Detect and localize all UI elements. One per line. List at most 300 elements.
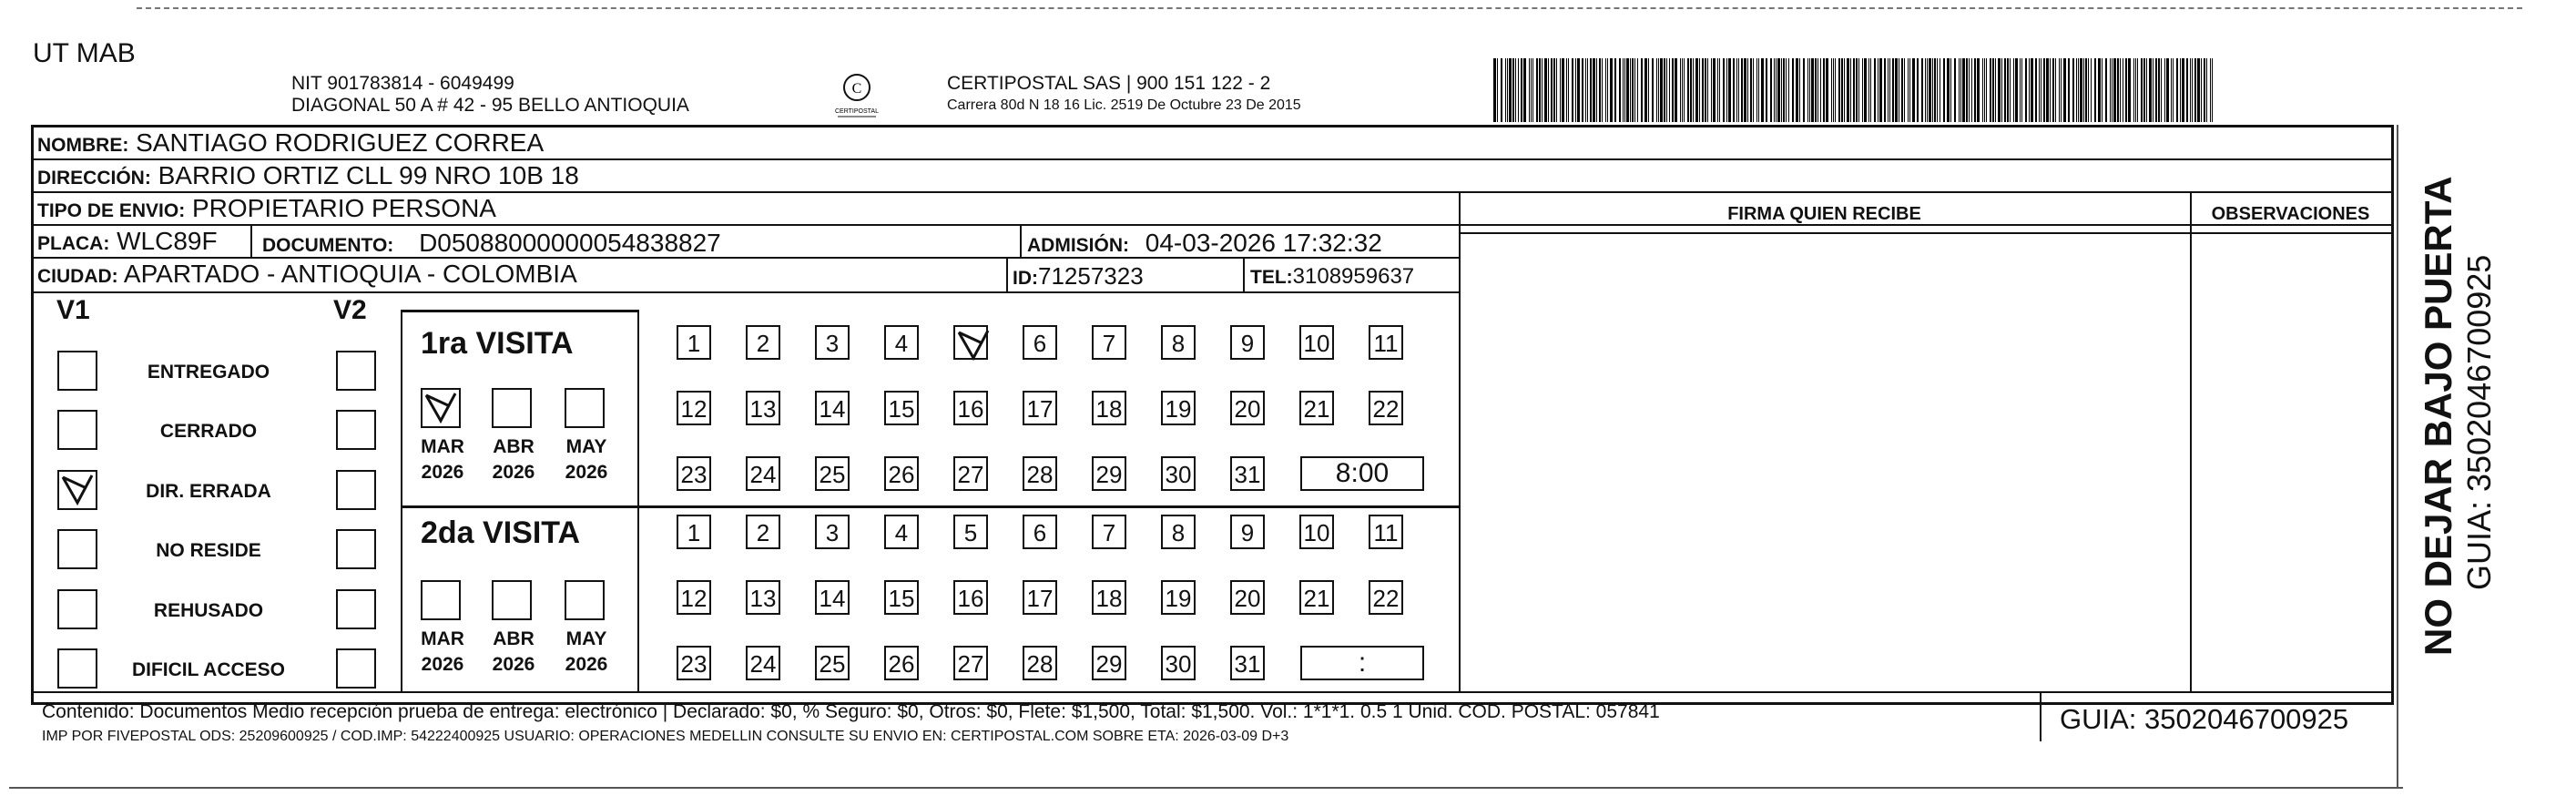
barcode-bar	[2001, 58, 2002, 122]
first-visit-day-8[interactable]: 8	[1161, 325, 1196, 360]
first-visit-day-26[interactable]: 26	[884, 456, 919, 491]
barcode-bar	[2120, 58, 2121, 122]
second-visit-day-15[interactable]: 15	[884, 580, 919, 615]
divider	[401, 310, 402, 691]
barcode-bar	[1929, 58, 1931, 122]
barcode-bar	[1596, 58, 1597, 122]
barcode-bar	[2158, 58, 2160, 122]
nit-line: NIT 901783814 - 6049499	[291, 73, 514, 94]
barcode-bar	[1585, 58, 1586, 122]
second-visit-day-10[interactable]: 10	[1299, 515, 1334, 549]
no-dejar-bajo-puerta: NO DEJAR BAJO PUERTA	[2417, 176, 2459, 656]
barcode-bar	[1523, 58, 1526, 122]
barcode-bar	[1820, 58, 1821, 122]
barcode-bar	[1614, 58, 1616, 122]
first-visit-day-3[interactable]: 3	[815, 325, 850, 360]
carrier-company: CERTIPOSTAL SAS | 900 151 122 - 2	[947, 73, 1271, 94]
barcode-bar	[1917, 58, 1919, 122]
barcode-bar	[1619, 58, 1621, 122]
barcode-bar	[1831, 58, 1832, 122]
barcode-bar	[1521, 58, 1522, 122]
svg-text:CERTIPOSTAL: CERTIPOSTAL	[835, 108, 879, 115]
barcode-bar	[1719, 58, 1720, 122]
second-visit-month-label: MAR	[421, 628, 464, 649]
barcode-bar	[2021, 58, 2022, 122]
first-visit-day-23[interactable]: 23	[677, 456, 711, 491]
barcode-bar	[1728, 58, 1731, 122]
second-visit-day-16[interactable]: 16	[953, 580, 988, 615]
guia-side: GUIA: 3502046700925	[2460, 254, 2498, 590]
barcode-bar	[1892, 58, 1894, 122]
first-visit-day-1[interactable]: 1	[677, 325, 711, 360]
barcode-bar	[2029, 58, 2030, 122]
svg-text:C: C	[851, 81, 862, 97]
barcode-bar	[2035, 58, 2037, 122]
barcode-bar	[1509, 58, 1512, 122]
sender-info	[291, 73, 689, 117]
barcode-bar	[2050, 58, 2051, 122]
first-visit-day-10[interactable]: 10	[1299, 325, 1334, 360]
barcode-bar	[1835, 58, 1836, 122]
divider	[250, 226, 252, 259]
barcode-bar	[2083, 58, 2084, 122]
barcode-bar	[1529, 58, 1530, 122]
second-visit-day-29[interactable]: 29	[1092, 646, 1126, 680]
barcode	[1493, 58, 2222, 122]
second-visit-month-checkbox-abr[interactable]	[492, 580, 532, 620]
barcode-bar	[1507, 58, 1508, 122]
status-checkbox-v2[interactable]	[336, 470, 376, 510]
barcode-bar	[1652, 58, 1654, 122]
second-visit-day-5[interactable]: 5	[953, 515, 988, 549]
barcode-bar	[2059, 58, 2060, 122]
barcode-bar	[1568, 58, 1569, 122]
second-visit-day-26[interactable]: 26	[884, 646, 919, 680]
first-visit-day-21[interactable]: 21	[1299, 391, 1334, 425]
barcode-bar	[1626, 58, 1629, 122]
admision-field	[1027, 228, 1382, 261]
first-visit-day-20[interactable]: 20	[1230, 391, 1265, 425]
row-direccion	[34, 160, 2391, 193]
barcode-bar	[1823, 58, 1825, 122]
barcode-bar	[1551, 58, 1553, 122]
second-visit-day-22[interactable]: 22	[1369, 580, 1403, 615]
second-visit-day-30[interactable]: 30	[1161, 646, 1196, 680]
barcode-bar	[1969, 58, 1970, 122]
divider	[2040, 691, 2041, 741]
barcode-bar	[1656, 58, 1657, 122]
barcode-bar	[1934, 58, 1936, 122]
barcode-bar	[1756, 58, 1757, 122]
contenido-line: Contenido: Documentos Medio recepción prueba de entrega: electrónico | Declarado: $0, % Seguro: $0, Otros: $0, Flete: $1,500, Total: $1,500. Vol.: 1*1*1. 0.5 1 Unid. COD. POSTAL: 057841	[42, 701, 1660, 722]
barcode-bar	[1512, 58, 1514, 122]
barcode-bar	[1672, 58, 1674, 122]
barcode-bar	[2206, 58, 2207, 122]
barcode-bar	[2013, 58, 2014, 122]
barcode-bar	[2076, 58, 2077, 122]
barcode-bar	[1637, 58, 1638, 122]
first-visit-day-2[interactable]: 2	[746, 325, 780, 360]
first-visit-time-box[interactable]: 8:00	[1300, 456, 1424, 491]
barcode-bar	[1908, 58, 1909, 122]
barcode-bar	[1680, 58, 1681, 122]
second-visit-year-label: 2026	[492, 654, 535, 675]
second-visit-day-4[interactable]: 4	[884, 515, 919, 549]
barcode-bar	[1747, 58, 1748, 122]
second-visit-month-label: MAY	[565, 628, 607, 649]
first-visit-day-28[interactable]: 28	[1023, 456, 1057, 491]
barcode-bar	[1799, 58, 1800, 122]
tel-label: TEL:	[1250, 267, 1293, 288]
second-visit-month-label: ABR	[493, 628, 535, 649]
second-visit-day-24[interactable]: 24	[746, 646, 780, 680]
first-visit-day-11[interactable]: 11	[1369, 325, 1403, 360]
placa-value: WLC89F	[117, 227, 218, 255]
first-visit-month-label: MAY	[565, 436, 607, 457]
status-checkbox-v2[interactable]	[336, 648, 376, 689]
second-visit-day-19[interactable]: 19	[1161, 580, 1196, 615]
second-visit-month-checkbox-may[interactable]	[565, 580, 605, 620]
barcode-bar	[2190, 58, 2191, 122]
barcode-bar	[1602, 58, 1603, 122]
barcode-bar	[2161, 58, 2162, 122]
barcode-bar	[1786, 58, 1787, 122]
barcode-bar	[1539, 58, 1541, 122]
barcode-bar	[1607, 58, 1608, 122]
second-visit-day-28[interactable]: 28	[1023, 646, 1057, 680]
barcode-bar	[1850, 58, 1851, 122]
barcode-bar	[2055, 58, 2056, 122]
barcode-bar	[2186, 58, 2188, 122]
barcode-bar	[1531, 58, 1532, 122]
barcode-bar	[1932, 58, 1933, 122]
barcode-bar	[1532, 58, 1533, 122]
barcode-bar	[1750, 58, 1752, 122]
first-visit-day-4[interactable]: 4	[884, 325, 919, 360]
barcode-bar	[1624, 58, 1625, 122]
barcode-bar	[2091, 58, 2092, 122]
firma-column-border	[1459, 193, 1461, 691]
status-checkbox-v2[interactable]	[336, 410, 376, 450]
second-visit-day-23[interactable]: 23	[677, 646, 711, 680]
barcode-bar	[1711, 58, 1712, 122]
barcode-bar	[2015, 58, 2018, 122]
barcode-bar	[2080, 58, 2082, 122]
barcode-bar	[1992, 58, 1994, 122]
first-visit-day-9[interactable]: 9	[1230, 325, 1265, 360]
barcode-bar	[1937, 58, 1938, 122]
barcode-bar	[1943, 58, 1945, 122]
barcode-bar	[2007, 58, 2009, 122]
first-visit-day-27[interactable]: 27	[953, 456, 988, 491]
nombre-label: NOMBRE:	[37, 135, 129, 156]
barcode-bar	[2020, 58, 2021, 122]
barcode-bar	[2085, 58, 2087, 122]
row-nombre	[34, 128, 2391, 160]
second-visit-day-13[interactable]: 13	[746, 580, 780, 615]
barcode-bar	[2068, 58, 2070, 122]
first-visit-day-31[interactable]: 31	[1230, 456, 1265, 491]
barcode-bar	[2098, 58, 2101, 122]
barcode-bar	[1518, 58, 1519, 122]
first-visit-day-5[interactable]	[953, 325, 988, 360]
barcode-bar	[1803, 58, 1805, 122]
barcode-bar	[2061, 58, 2062, 122]
barcode-bar	[1687, 58, 1689, 122]
barcode-bar	[1707, 58, 1708, 122]
status-label: REHUSADO	[153, 600, 264, 621]
barcode-bar	[1811, 58, 1814, 122]
barcode-bar	[1959, 58, 1960, 122]
barcode-bar	[1853, 58, 1855, 122]
firma-header: FIRMA QUIEN RECIBE	[1727, 204, 1921, 224]
second-visit-day-2[interactable]: 2	[746, 515, 780, 549]
divider	[34, 291, 1459, 293]
second-visit-day-9[interactable]: 9	[1230, 515, 1265, 549]
barcode-bar	[2146, 58, 2147, 122]
barcode-bar	[1826, 58, 1828, 122]
second-visit-day-3[interactable]: 3	[815, 515, 850, 549]
barcode-bar	[1847, 58, 1849, 122]
barcode-bar	[1572, 58, 1573, 122]
barcode-bar	[1695, 58, 1698, 122]
barcode-bar	[1699, 58, 1700, 122]
second-visit-day-12[interactable]: 12	[677, 580, 711, 615]
first-visit-day-12[interactable]: 12	[677, 391, 711, 425]
footer-line	[34, 691, 2391, 693]
first-visit-title: 1ra VISITA	[421, 326, 574, 361]
second-visit-day-20[interactable]: 20	[1230, 580, 1265, 615]
first-visit-day-30[interactable]: 30	[1161, 456, 1196, 491]
first-visit-day-24[interactable]: 24	[746, 456, 780, 491]
barcode-bar	[1844, 58, 1845, 122]
v2-header: V2	[333, 295, 367, 325]
barcode-bar	[1666, 58, 1667, 122]
second-visit-year-label: 2026	[565, 654, 608, 675]
barcode-bar	[1623, 58, 1624, 122]
barcode-bar	[1542, 58, 1543, 122]
barcode-bar	[2204, 58, 2205, 122]
column-header-line	[1459, 232, 2391, 234]
barcode-bar	[1723, 58, 1725, 122]
barcode-bar	[1713, 58, 1716, 122]
barcode-bar	[2173, 58, 2174, 122]
barcode-bar	[1966, 58, 1968, 122]
carrier-info	[947, 73, 1301, 117]
barcode-bar	[1744, 58, 1746, 122]
second-visit-day-11[interactable]: 11	[1369, 515, 1403, 549]
first-visit-month-checkbox-mar[interactable]	[421, 388, 461, 428]
first-visit-day-29[interactable]: 29	[1092, 456, 1126, 491]
barcode-bar	[2052, 58, 2054, 122]
barcode-bar	[1501, 58, 1502, 122]
barcode-bar	[1901, 58, 1903, 122]
barcode-bar	[1562, 58, 1564, 122]
divider	[1020, 226, 1022, 259]
second-visit-day-14[interactable]: 14	[815, 580, 850, 615]
barcode-bar	[1874, 58, 1876, 122]
first-visit-day-25[interactable]: 25	[815, 456, 850, 491]
barcode-bar	[2128, 58, 2131, 122]
barcode-bar	[2046, 58, 2049, 122]
barcode-bar	[2149, 58, 2152, 122]
barcode-bar	[2010, 58, 2011, 122]
barcode-bar	[1660, 58, 1663, 122]
second-visit-day-31[interactable]: 31	[1230, 646, 1265, 680]
status-checkbox-v2[interactable]	[336, 529, 376, 569]
status-checkbox-v2[interactable]	[336, 589, 376, 629]
placa-label: PLACA:	[37, 233, 110, 254]
ciudad-label: CIUDAD:	[37, 266, 118, 287]
first-visit-day-15[interactable]: 15	[884, 391, 919, 425]
first-visit-day-22[interactable]: 22	[1369, 391, 1403, 425]
second-visit-month-checkbox-mar[interactable]	[421, 580, 461, 620]
second-visit-day-7[interactable]: 7	[1092, 515, 1126, 549]
barcode-bar	[1758, 58, 1759, 122]
barcode-bar	[1577, 58, 1580, 122]
obs-column-border	[2190, 193, 2192, 691]
first-visit-day-17[interactable]: 17	[1023, 391, 1057, 425]
barcode-bar	[1733, 58, 1735, 122]
second-visit-day-21[interactable]: 21	[1299, 580, 1334, 615]
barcode-bar	[1658, 58, 1659, 122]
barcode-bar	[1682, 58, 1683, 122]
barcode-bar	[1878, 58, 1879, 122]
barcode-bar	[1864, 58, 1867, 122]
second-visit-day-6[interactable]: 6	[1023, 515, 1057, 549]
tipo-label: TIPO DE ENVIO:	[37, 200, 186, 221]
barcode-bar	[2192, 58, 2193, 122]
barcode-bar	[2166, 58, 2169, 122]
barcode-bar	[1858, 58, 1859, 122]
second-visit-day-27[interactable]: 27	[953, 646, 988, 680]
barcode-bar	[2125, 58, 2127, 122]
tipo-value: PROPIETARIO PERSONA	[191, 194, 496, 222]
barcode-bar	[1630, 58, 1631, 122]
barcode-bar	[1995, 58, 1996, 122]
second-visit-title: 2da VISITA	[421, 515, 581, 550]
barcode-bar	[1610, 58, 1613, 122]
tel-value: 3108959637	[1292, 264, 1415, 289]
first-visit-day-14[interactable]: 14	[815, 391, 850, 425]
first-visit-month-checkbox-abr[interactable]	[492, 388, 532, 428]
barcode-bar	[1921, 58, 1923, 122]
barcode-bar	[1575, 58, 1576, 122]
barcode-bar	[1632, 58, 1634, 122]
barcode-bar	[1781, 58, 1782, 122]
barcode-bar	[1884, 58, 1886, 122]
second-visit-day-17[interactable]: 17	[1023, 580, 1057, 615]
barcode-bar	[1977, 58, 1980, 122]
barcode-bar	[1870, 58, 1871, 122]
first-visit-day-6[interactable]: 6	[1023, 325, 1057, 360]
first-visit-day-18[interactable]: 18	[1092, 391, 1126, 425]
barcode-bar	[1548, 58, 1549, 122]
barcode-bar	[1560, 58, 1561, 122]
barcode-bar	[2078, 58, 2079, 122]
first-visit-day-19[interactable]: 19	[1161, 391, 1196, 425]
barcode-bar	[1986, 58, 1987, 122]
barcode-bar	[1807, 58, 1808, 122]
barcode-bar	[1582, 58, 1583, 122]
first-visit-month-label: MAR	[421, 436, 464, 457]
bottom-border	[9, 787, 2403, 789]
id-value: 71257323	[1038, 262, 1144, 290]
barcode-bar	[1761, 58, 1764, 122]
sender-address: DIAGONAL 50 A # 42 - 95 BELLO ANTIOQUIA	[291, 95, 689, 116]
barcode-bar	[1693, 58, 1694, 122]
barcode-bar	[2039, 58, 2040, 122]
barcode-bar	[1984, 58, 1985, 122]
divider	[637, 310, 639, 691]
direccion-label: DIRECCIÓN:	[37, 168, 151, 189]
status-label: DIR. ERRADA	[146, 481, 271, 502]
second-visit-time-box[interactable]: :	[1300, 646, 1424, 680]
barcode-bar	[1753, 58, 1754, 122]
admision-label: ADMISIÓN:	[1027, 235, 1129, 256]
barcode-bar	[1777, 58, 1780, 122]
barcode-bar	[1497, 58, 1498, 122]
barcode-bar	[1950, 58, 1951, 122]
barcode-bar	[1566, 58, 1567, 122]
first-visit-year-label: 2026	[421, 462, 464, 483]
barcode-bar	[1895, 58, 1898, 122]
barcode-bar	[1792, 58, 1794, 122]
barcode-bar	[1644, 58, 1647, 122]
barcode-bar	[2102, 58, 2103, 122]
first-visit-day-16[interactable]: 16	[953, 391, 988, 425]
barcode-bar	[1553, 58, 1555, 122]
barcode-bar	[1971, 58, 1972, 122]
barcode-bar	[1954, 58, 1956, 122]
barcode-bar	[2094, 58, 2096, 122]
barcode-bar	[1841, 58, 1843, 122]
status-label: NO RESIDE	[156, 540, 261, 561]
direccion-value: BARRIO ORTIZ CLL 99 NRO 10B 18	[158, 161, 579, 189]
status-checkbox-v2[interactable]	[336, 351, 376, 391]
barcode-bar	[2063, 58, 2066, 122]
barcode-bar	[1776, 58, 1777, 122]
barcode-bar	[2110, 58, 2111, 122]
second-visit-day-18[interactable]: 18	[1092, 580, 1126, 615]
first-visit-month-checkbox-may[interactable]	[565, 388, 605, 428]
barcode-bar	[1515, 58, 1516, 122]
documento-label: DOCUMENTO:	[262, 235, 394, 256]
first-visit-day-13[interactable]: 13	[746, 391, 780, 425]
first-visit-day-7[interactable]: 7	[1092, 325, 1126, 360]
nombre-value: SANTIAGO RODRIGUEZ CORREA	[136, 128, 545, 157]
barcode-bar	[1544, 58, 1547, 122]
barcode-bar	[1766, 58, 1767, 122]
second-visit-day-1[interactable]: 1	[677, 515, 711, 549]
barcode-bar	[2137, 58, 2138, 122]
barcode-bar	[2176, 58, 2178, 122]
barcode-bar	[1738, 58, 1739, 122]
documento-field	[262, 228, 721, 261]
barcode-bar	[2117, 58, 2119, 122]
second-visit-day-8[interactable]: 8	[1161, 515, 1196, 549]
barcode-bar	[1974, 58, 1976, 122]
second-visit-day-25[interactable]: 25	[815, 646, 850, 680]
barcode-bar	[2043, 58, 2045, 122]
outer-right-border	[2397, 125, 2398, 787]
barcode-bar	[1990, 58, 1991, 122]
status-label: ENTREGADO	[147, 362, 270, 383]
barcode-bar	[1947, 58, 1950, 122]
barcode-bar	[1788, 58, 1789, 122]
barcode-bar	[2072, 58, 2074, 122]
status-label: DIFICIL ACCESO	[131, 659, 285, 680]
